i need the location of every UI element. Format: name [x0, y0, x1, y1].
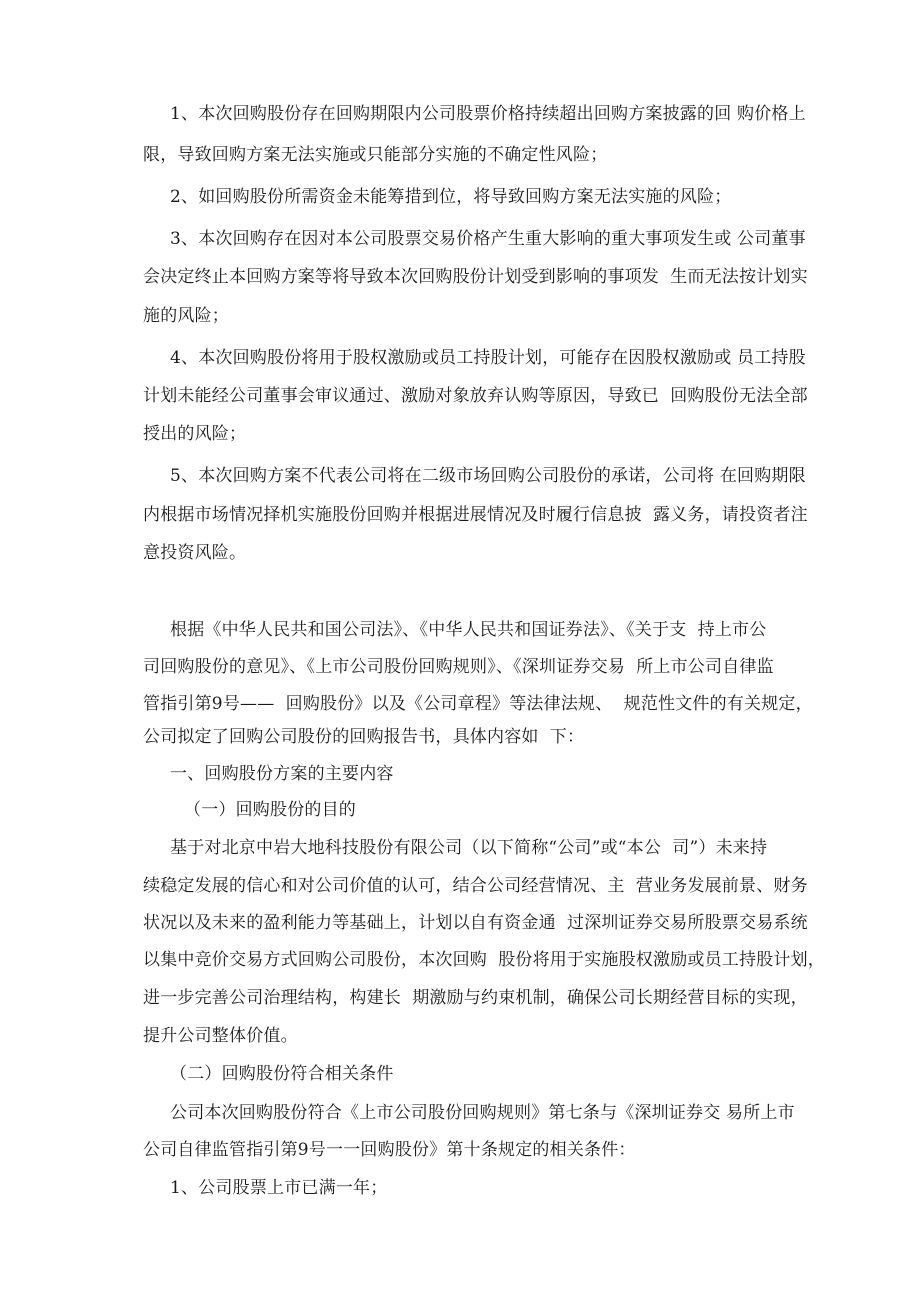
paragraph-line: 1、公司股票上市已满一年；: [170, 1178, 388, 1198]
paragraph-line: 进一步完善公司治理结构，构建长 期激励与约束机制，确保公司长期经营目标的实现，: [143, 988, 808, 1008]
paragraph-line: 提升公司整体价值。: [143, 1026, 298, 1046]
paragraph-line: 续稳定发展的信心和对公司价值的认可，结合公司经营情况、主 营业务发展前景、财务: [143, 876, 808, 896]
paragraph-line: 4、本次回购股份将用于股权激励或员工持股计划，可能存在因股权激励或 员工持股: [170, 348, 806, 368]
paragraph-line: 司回购股份的意见》、《上市公司股份回购规则》、《深圳证券交易 所上市公司自律监: [143, 657, 774, 677]
paragraph-line: 意投资风险。: [143, 543, 247, 563]
section-heading: 一、回购股份方案的主要内容: [170, 764, 394, 784]
subsection-heading: （一）回购股份的目的: [184, 800, 356, 820]
paragraph-line: 授出的风险；: [143, 424, 247, 444]
paragraph-line: 2、如回购股份所需资金未能筹措到位，将导致回购方案无法实施的风险；: [170, 187, 732, 207]
paragraph-line: 限，导致回购方案无法实施或只能部分实施的不确定性风险；: [143, 145, 608, 165]
paragraph-line: 施的风险；: [143, 306, 229, 326]
subsection-heading: （二）回购股份符合相关条件: [170, 1064, 394, 1084]
paragraph-line: 内根据市场情况择机实施股份回购并根据进展情况及时履行信息披 露义务，请投资者注: [143, 505, 808, 525]
paragraph-line: 公司拟定了回购公司股份的回购报告书，具体内容如 下：: [143, 727, 585, 747]
paragraph-line: 公司自律监管指引第9号一一回购股份》第十条规定的相关条件：: [143, 1140, 636, 1160]
paragraph-line: 根据《中华人民共和国公司法》、《中华人民共和国证券法》、《关于支 持上市公: [170, 620, 767, 640]
paragraph-line: 状况以及未来的盈利能力等基础上，计划以自有资金通 过深圳证券交易所股票交易系统: [143, 913, 808, 933]
paragraph-line: 公司本次回购股份符合《上市公司股份回购规则》第七条与《深圳证券交 易所上市: [170, 1103, 795, 1123]
paragraph-line: 管指引第9号—— 回购股份》以及《公司章程》等法律法规、 规范性文件的有关规定，: [143, 694, 813, 714]
paragraph-line: 会决定终止本回购方案等将导致本次回购股份计划受到影响的事项发 生而无法按计划实: [143, 267, 808, 287]
paragraph-line: 基于对北京中岩大地科技股份有限公司（以下简称“公司”或“本公 司”）未来持: [170, 838, 768, 858]
paragraph-line: 计划未能经公司董事会审议通过、激励对象放弃认购等原因，导致已 回购股份无法全部: [143, 386, 808, 406]
paragraph-line: 5、本次回购方案不代表公司将在二级市场回购公司股份的承诺，公司将 在回购期限: [170, 466, 806, 486]
paragraph-line: 以集中竞价交易方式回购公司股份，本次回购 股份将用于实施股权激励或员工持股计划，: [143, 950, 826, 970]
paragraph-line: 3、本次回购存在因对本公司股票交易价格产生重大影响的重大事项发生或 公司董事: [170, 229, 806, 249]
paragraph-line: 1、本次回购股份存在回购期限内公司股票价格持续超出回购方案披露的回 购价格上: [170, 104, 806, 124]
